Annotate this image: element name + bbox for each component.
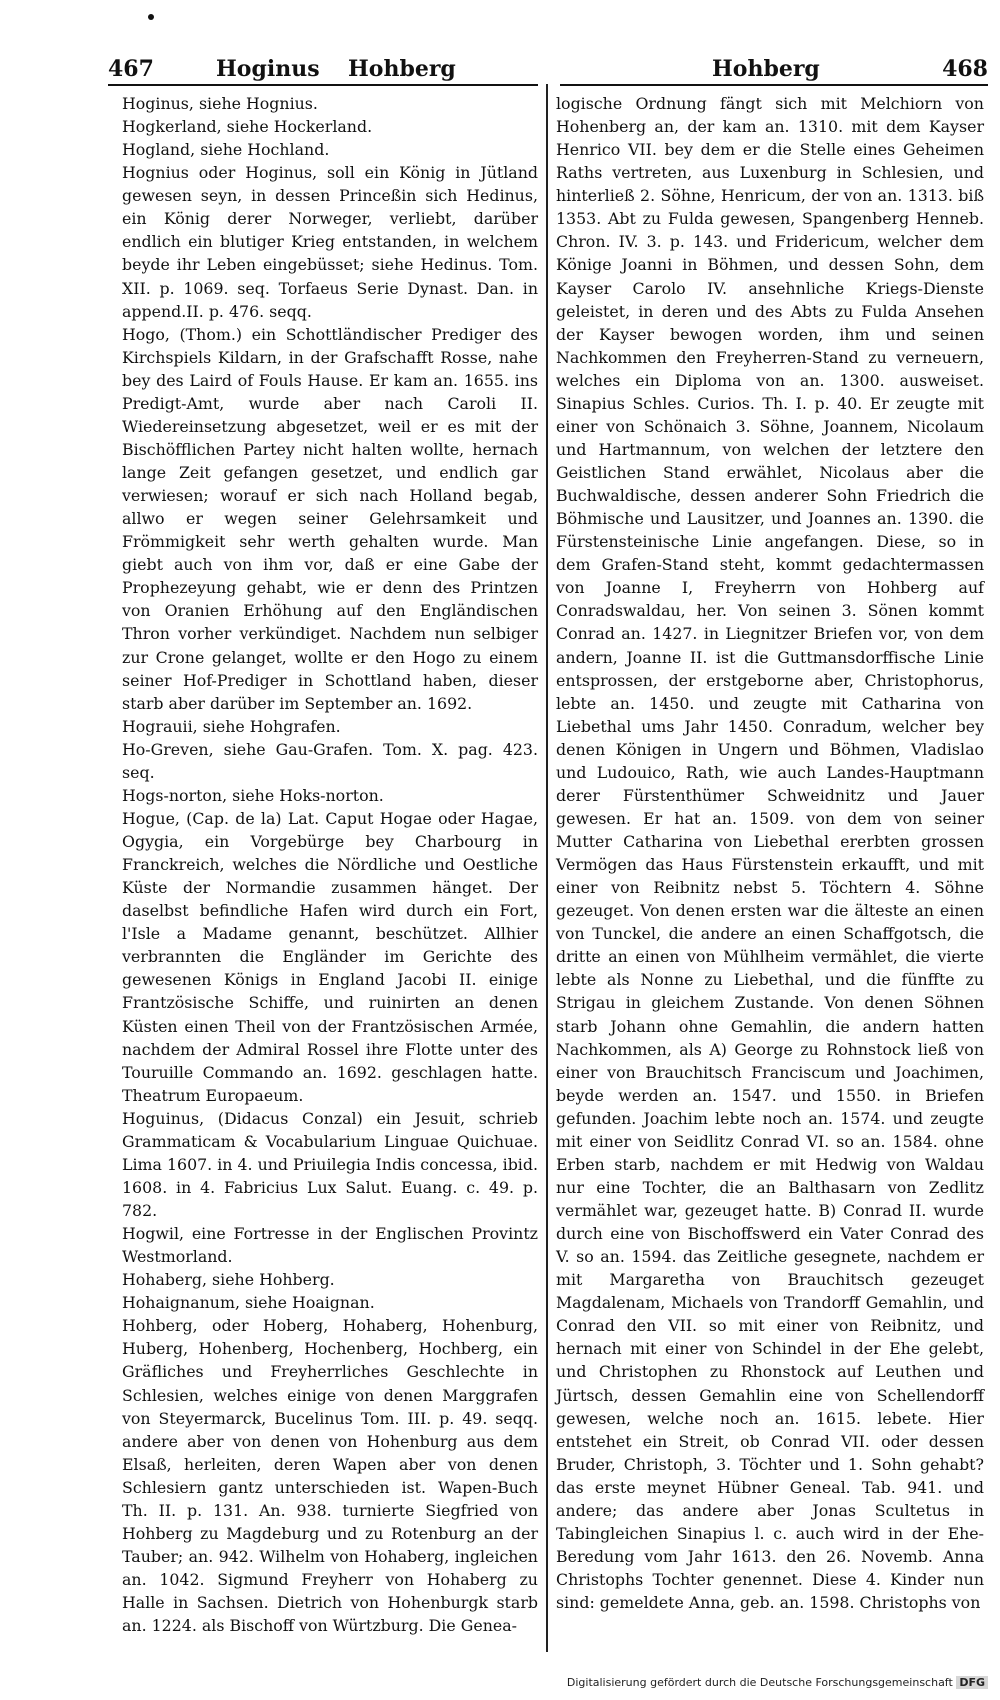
entry-hogue: Hogue, (Cap. de la) Lat. Caput Hogae oder Hagae, Ogygia, ein Vorgebürge bey Charbourg in Franckreich, welches die Nördliche und Oestliche Küste der Normandie zusammen hänget. Der daselbst befindliche Hafen wird durch ein Fort, l'Isle a Madame genannt, beschützet. Allhier verbrannten die Engländer im Gerichte des gewesenen Königs in England Jacobi II. einige Frantzösische Schiffe, und ruinirten an denen Küsten einen Theil von der Frantzösischen Armée, nachdem der Admiral Rossel ihre Flotte unter des Touruille Commando an. 1692. geschlagen hatte. Theatrum Europaeum. bbox=[122, 808, 538, 1105]
digitization-credit bbox=[567, 1676, 988, 1689]
entry-hognius: Hognius oder Hoginus, soll ein König in Jütland gewesen seyn, in dessen Princeßin sich Hedinus, ein König derer Norweger, verliebt, darüber endlich ein blutiger Krieg entstanden, in welchem beyde ihr Leben eingebüsset; siehe Hedinus. Tom. XII. p. 1069. seq. Torfaeus Serie Dynast. Dan. in append.II. p. 476. seqq. bbox=[122, 163, 538, 321]
entry-hohberg-continued: logische Ordnung fängt sich mit Melchiorn von Hohenberg an, der kam an. 1310. mit dem Kayser Henrico VII. bey dem er die Stelle eines Geheimen Raths vertreten, aus Luxenburg in Schlesien, und hinterließ 2. Söhne, Henricum, der von an. 1313. biß 1353. Abt zu Fulda gewesen, Spangenberg Henneb. Chron. IV. 3. p. 143. und Fridericum, welcher dem Könige Joanni in Böhmen, und dessen Sohn, dem Kayser Carolo IV. ansehnliche Kriegs-Dienste geleistet, in deren und des Abts zu Fulda Ansehen der Kayser bewogen worden, ihm und seinen Nachkommen den Freyherren-Stand zu verneuern, welches ein Diploma von an. 1300. ausweiset. Sinapius Schles. Curios. Th. I. p. 40. Er zeugte mit einer von Schönaich 3. Söhne, Joannem, Nicolaum und Hartmannum, von welchen der letztere den Geistlichen Stand erwählet, Nicolaus aber die Buchwaldische, dessen anderer Sohn Friedrich die Böhmische und Lausitzer, und Joannes an. 1390. die Fürstensteinische Linie angefangen. Diese, so in dem Grafen-Stand steht, kommt gedachtermassen von Joanne I, Freyherrn von Hohberg auf Conradswaldau, her. Von seinen 3. Sönen kommt Conrad an. 1427. in Liegnitzer Briefen vor, von dem andern, Joanne II. ist die Guttmansdorffische Linie entsprossen, der erstgeborne aber, Christophorus, lebte an. 1450. und zeugte mit Catharina von Liebethal ums Jahr 1450. Conradum, welcher bey denen Königen in Ungern und Böhmen, Vladislao und Ludouico, Rath, wie auch Landes-Hauptmann derer Fürstenthümer Schweidnitz und Jauer gewesen. Er hat an. 1509. von dem von seiner Mutter Catharina von Liebethal ererbten grossen Vermögen das Haus Fürstenstein erkaufft, und mit einer von Reibnitz nebst 5. Töchtern 4. Söhne gezeuget. Von denen ersten war die älteste an einen von Tunckel, die andere an einen Schaffgotsch, die dritte an einen von Mühlheim vermählet, die vierte lebte als Nonne zu Liebethal, und die fünffte zu Strigau in gleichem Zustande. Von denen Söhnen starb Johann ohne Gemahlin, die andern hatten Nachkommen, als A) George zu Rohnstock ließ von einer von Brauchitsch Franciscum und Joachimen, beyde werden an. 1547. und 1550. in Briefen gefunden. Joachim lebte noch an. 1574. und zeugte mit einer von Seidlitz Conrad VI. so an. 1584. ohne Erben starb, nachdem er mit Hedwig von Waldau nur eine Tochter, die an Balthasarn von Zedlitz vermählet war, gezeuget hatte. B) Conrad II. wurde durch eine von Bischoffswerd ein Vater Conrad des V. so an. 1594. das Zeitliche gesegnete, nachdem er mit Margaretha von Brauchitsch gezeuget Magdalenam, Michaels von Trandorff Gemahlin, und Conrad den VII. so mit einer von Reibnitz, und hernach mit einer von Schindel in der Ehe gelebt, und Christophen zu Rhonstock auf Leuthen und Jürtsch, dessen Gemahlin eine von Schellendorff gewesen, welche noch an. 1615. lebete. Hier entstehet ein Streit, ob Conrad VII. oder dessen Bruder, Christoph, 3. Töchter und 1. Sohn gehabt? das erste meynet Hübner Geneal. Tab. 941. und andere; das andere aber Jonas Scultetus in Tabingleichen Sinapius l. c. auch wird in der Ehe-Beredung vom Jahr 1613. den 26. Novemb. Anna Christophs Tochter genennet. Diese 4. Kinder nun sind: gemeldete Anna, geb. an. 1598. Christophs von bbox=[556, 94, 984, 1613]
entry-hograuii: Hograuii, siehe Hohgrafen. bbox=[122, 716, 341, 736]
entry-hogwil: Hogwil, eine Fortresse in der Englischen Provintz Westmorland. bbox=[122, 1224, 538, 1267]
page-header bbox=[108, 52, 988, 92]
left-column bbox=[122, 92, 538, 1637]
header-rule-right bbox=[560, 84, 988, 86]
entry-hoginus: Hoginus, siehe Hognius. bbox=[122, 94, 318, 113]
page-number-left: 467 bbox=[108, 56, 154, 82]
entry-hohberg: Hohberg, oder Hoberg, Hohaberg, Hohenburg, Huberg, Hohenberg, Hochenberg, Hochberg, ein Gräfliches und Freyherrliches Geschlechte in Schlesien, welches einige von denen Marggrafen von Steyermarck, Bucelinus Tom. III. p. 49. seqq. andere aber von denen von Hohenburg aus dem Elsaß, herleiten, deren Wapen aber von denen Schlesiern gantz unterschieden ist. Wapen-Buch Th. II. p. 131. An. 938. turnierte Siegfried von Hohberg zu Magdeburg und zu Rotenburg an der Tauber; an. 942. Wilhelm von Hohaberg, ingleichen an. 1042. Sigmund Freyherr von Hohaberg zu Halle in Sachsen. Dietrich von Hohenburgk starb an. 1224. als Bischoff von Würtzburg. Die Genea- bbox=[122, 1316, 538, 1636]
column-divider bbox=[546, 84, 548, 1652]
entry-hohaignanum: Hohaignanum, siehe Hoaignan. bbox=[122, 1293, 375, 1313]
entry-hogo: Hogo, (Thom.) ein Schottländischer Prediger des Kirchspiels Kildarn, in der Grafschafft Rosse, nahe bey des Laird of Fouls Hause. Er kam an. 1655. ins Predigt-Amt, wurde aber nach Caroli II. Wiedereinsetzung abgesetzet, weil er es mit der Bischöfflichen Partey nicht halten wollte, hernach lange Zeit gefangen gesetzet, und endlich gar verwiesen; worauf er sich nach Holland begab, allwo er wegen seiner Gelehrsamkeit und Frömmigkeit sehr werth gehalten wurde. Man giebt auch von ihm vor, daß er eine Gabe der Prophezeyung gehabt, wie er denn des Printzen von Oranien Erhöhung auf den Engländischen Thron vorher verkündiget. Nachdem nun selbiger zur Crone gelanget, wollte er den Hogo zu einem seiner Hof-Prediger in Schottland haben, dieser starb aber darüber im September an. 1692. bbox=[122, 324, 538, 713]
entry-hoguinus: Hoguinus, (Didacus Conzal) ein Jesuit, schrieb Grammaticam & Vocabularium Linguae Quichuae. Lima 1607. in 4. und Priuilegia Indis concessa, ibid. 1608. in 4. Fabricius Lux Salut. Euang. c. 49. p. 782. bbox=[122, 1108, 538, 1220]
entry-hogs-norton: Hogs-norton, siehe Hoks-norton. bbox=[122, 785, 384, 805]
running-head-left-last: Hohberg bbox=[348, 56, 456, 82]
ink-speck bbox=[148, 14, 154, 20]
page-number-right: 468 bbox=[942, 56, 988, 82]
entry-hogkerland: Hogkerland, siehe Hockerland. bbox=[122, 117, 373, 137]
entry-hohaberg: Hohaberg, siehe Hohberg. bbox=[122, 1270, 335, 1290]
dfg-logo: DFG bbox=[956, 1676, 988, 1689]
running-head-left-first: Hoginus bbox=[216, 56, 320, 82]
entry-ho-greven: Ho-Greven, siehe Gau-Grafen. Tom. X. pag. 423. seq. bbox=[122, 739, 538, 782]
right-column bbox=[556, 92, 984, 1614]
header-rule-left bbox=[108, 84, 538, 86]
running-head-right: Hohberg bbox=[712, 56, 820, 82]
entry-hogland: Hogland, siehe Hochland. bbox=[122, 140, 330, 160]
credit-text: Digitalisierung gefördert durch die Deutsche Forschungsgemeinschaft bbox=[566, 1676, 953, 1689]
